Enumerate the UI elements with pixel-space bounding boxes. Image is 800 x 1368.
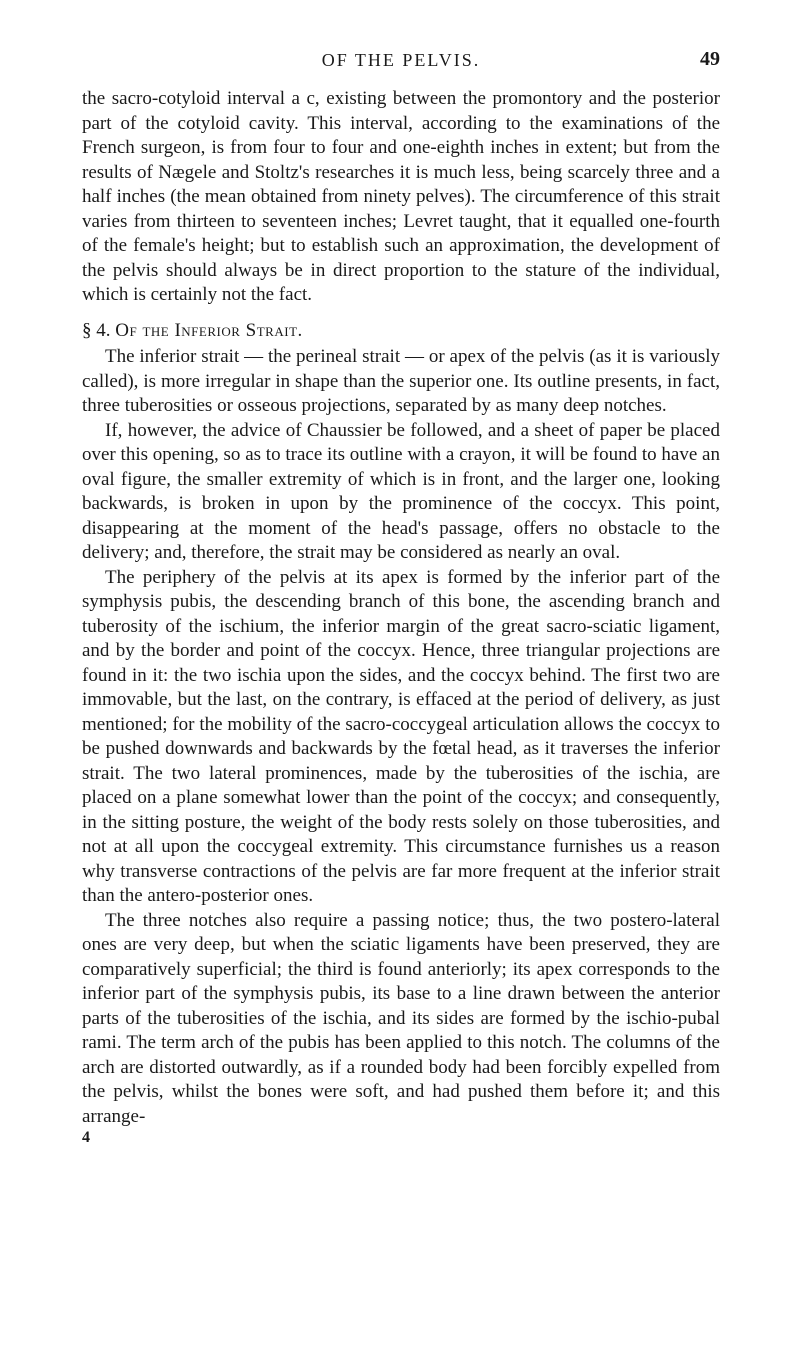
page-header — [82, 50, 720, 80]
page-number: 49 — [700, 48, 720, 70]
paragraph-continued: the sacro-cotyloid interval a c, existing between the promontory and the posterior part of the cotyloid cavity. This interval, according to the examinations of the French surgeon, is from four to four and one-eighth inches in extent; but from the results of Nægele and Stoltz's researches it is much less, being scarcely three and a half inches (the mean obtained from ninety pelves). The circumference of this strait varies from thirteen to seventeen inches; Levret taught, that it equalled one-fourth of the female's height; but to establish such an approximation, the development of the pelvis should always be in direct proportion to the stature of the individual, which is certainly not the fact. — [82, 88, 720, 305]
paragraph: The three notches also require a passing notice; thus, the two postero-lateral ones are very deep, but when the sciatic ligaments have been preserved, they are comparatively superficial; the third is found anteriorly; its apex corresponds to the inferior part of the symphysis pubis, its base to a line drawn between the anterior parts of the tuberosities of the ischia, and its sides are formed by the ischio-pubal rami. The term arch of the pubis has been applied to this notch. The columns of the arch are distorted outwardly, as if a rounded body had been forcibly expelled from the pelvis, whilst the bones were soft, and had pushed them before it; and this arrange- — [82, 909, 720, 1127]
page-body — [82, 87, 720, 1147]
paragraph: The inferior strait — the perineal strait — or apex of the pelvis (as it is variously called), is more irregular in shape than the superior one. Its outline presents, in fact, three tuberosities or osseous projections, separated by as many deep notches. — [82, 346, 720, 416]
section-heading — [82, 319, 720, 344]
section-number: § 4. — [82, 319, 111, 341]
section-title: Of the Inferior Strait. — [115, 319, 303, 341]
paragraph: If, however, the advice of Chaussier be followed, and a sheet of paper be placed over this opening, so as to trace its outline with a crayon, it will be found to have an oval figure, the smaller extremity of which is in front, and the larger one, looking backwards, is broken in upon by the prominence of the coccyx. This point, disappearing at the moment of the head's passage, offers no obstacle to the delivery; and, therefore, the strait may be considered as nearly an oval. — [82, 419, 720, 563]
paragraph: The periphery of the pelvis at its apex is formed by the inferior part of the symphysis pubis, the descending branch of this bone, the ascending branch and tuberosity of the ischium, the inferior margin of the great sacro-sciatic ligament, and by the border and point of the coccyx. Hence, three triangular projections are found in it: the two ischia upon the sides, and the coccyx behind. The first two are immovable, but the last, on the contrary, is effaced at the period of delivery, as just mentioned; for the mobility of the sacro-coccygeal articulation allows the coccyx to be pushed downwards and backwards by the fœtal head, as it traverses the inferior strait. The two lateral prominences, made by the tuberosities of the ischia, are placed on a plane somewhat lower than the point of the coccyx; and consequently, in the sitting posture, the weight of the body rests solely on those tuberosities, and not at all upon the coccygeal extremity. This circumstance furnishes us a reason why transverse contractions of the pelvis are far more frequent at the inferior strait than the antero-posterior ones. — [82, 566, 720, 906]
running-head: OF THE PELVIS. — [321, 50, 481, 70]
signature-mark: 4 — [82, 1129, 90, 1146]
